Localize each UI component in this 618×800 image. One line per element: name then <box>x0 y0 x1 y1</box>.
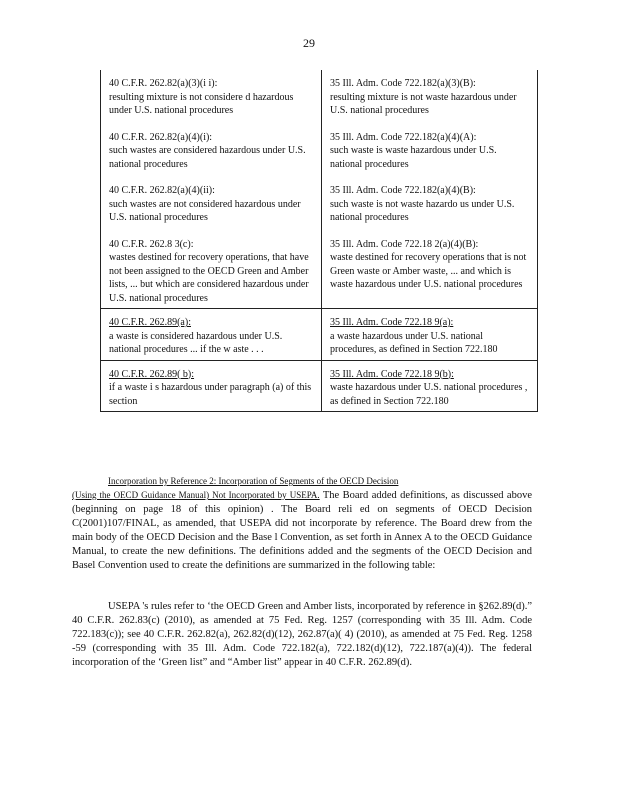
federal-text: such wastes are not considered hazardous under U.S. national procedures <box>109 198 301 223</box>
federal-citation: 40 C.F.R. 262.89(a): <box>109 317 191 328</box>
page-number: 29 <box>303 36 315 50</box>
illinois-citation: 35 Ill. Adm. Code 722.18 9(b): <box>330 368 454 380</box>
table-cell-federal <box>101 70 322 121</box>
table-cell-federal <box>101 309 322 361</box>
table-cell-federal <box>101 174 322 228</box>
federal-text: wastes destined for recovery operations, that have not been assigned to the OECD Green and Amber lists, ... but which are considered hazardous under U.S. national procedures <box>109 252 309 304</box>
section-heading-line-1: Incorporation by Reference 2: Incorporation of Segments of the OECD Decision <box>108 476 399 486</box>
federal-text: if a waste i s hazardous under paragraph (a) of this section <box>109 382 312 407</box>
table-row <box>101 309 538 361</box>
illinois-text: resulting mixture is not waste hazardous under U.S. national procedures <box>330 91 517 116</box>
illinois-text: a waste hazardous under U.S. national procedures, as defined in Section 722.180 <box>330 330 498 355</box>
table-row <box>101 70 538 121</box>
table-cell-federal <box>101 360 322 412</box>
illinois-text: waste destined for recovery operations that is not Green waste or Amber waste, ... and which is waste hazardous under U.S. national procedures <box>330 252 527 290</box>
federal-citation: 40 C.F.R. 262.82(a)(4)(ii): <box>109 185 215 196</box>
body-paragraph-1 <box>72 488 532 573</box>
table-row <box>101 360 538 412</box>
table-row <box>101 121 538 175</box>
table-cell-federal <box>101 228 322 309</box>
table-cell-illinois <box>322 309 538 361</box>
illinois-text: waste hazardous under U.S. national procedures , as defined in Section 722.180 <box>330 382 528 407</box>
section-heading-line-2: (Using the OECD Guidance Manual) Not Incorporated by USEPA. <box>72 490 320 500</box>
federal-text: resulting mixture is not considere d hazardous under U.S. national procedures <box>109 91 294 116</box>
comparison-table <box>100 70 538 412</box>
federal-citation: 40 C.F.R. 262.82(a)(3)(i i): <box>109 78 218 89</box>
federal-citation: 40 C.F.R. 262.89( b): <box>109 368 195 380</box>
illinois-citation: 35 Ill. Adm. Code 722.18 9(a): <box>330 317 454 328</box>
table-cell-illinois <box>322 228 538 309</box>
federal-citation: 40 C.F.R. 262.82(a)(4)(i): <box>109 131 213 143</box>
table-row <box>101 174 538 228</box>
illinois-citation: 35 Ill. Adm. Code 722.18 2(a)(4)(B): <box>330 238 479 250</box>
table-row <box>101 228 538 309</box>
illinois-text: such waste is waste hazardous under U.S. national procedures <box>330 145 497 170</box>
illinois-citation: 35 Ill. Adm. Code 722.182(a)(4)(B): <box>330 185 476 196</box>
federal-citation: 40 C.F.R. 262.8 3(c): <box>109 238 194 250</box>
table-cell-federal <box>101 121 322 175</box>
table-cell-illinois <box>322 360 538 412</box>
paragraph-1-text: The Board added definitions, as discussed above (beginning on page 18 of this opinion) . The Board reli ed on segments of OECD Decision C(2001)107/FINAL, as amended, that USEPA did not incorporate by reference. The Board drew from the main body of the OECD Decision and the Base l Convention, as set forth in Annex A to the OECD Guidance Manual, to create the new definitions. The definitions added and the segments of the OECD Decision and Basel Convention used to create the definitions are summarized in the following table: <box>72 490 533 571</box>
table-cell-illinois <box>322 174 538 228</box>
illinois-citation: 35 Ill. Adm. Code 722.182(a)(3)(B): <box>330 78 476 89</box>
body-paragraph-2: USEPA 's rules refer to ‘the OECD Green and Amber lists, incorporated by reference in §262.89(d).” 40 C.F.R. 262.83(c) (2010), as amended at 75 Fed. Reg. 1257 (corresponding with 35 Ill. Adm. Code 722.183(c)); see 40 C.F.R. 262.82(a), 262.82(d)(12), 262.87(a)( 4) (2010), as amended at 75 Fed. Reg. 1258 -59 (corresponding with 35 Ill. Adm. Code 722.182(a), 722.182(d)(12), 722.187(a)(4)). The federal incorporation of the ‘Green list” and “Amber list” appear in 40 C.F.R. 262.89(d). <box>72 601 532 668</box>
illinois-citation: 35 Ill. Adm. Code 722.182(a)(4)(A): <box>330 131 477 143</box>
table-cell-illinois <box>322 70 538 121</box>
illinois-text: such waste is not waste hazardo us under U.S. national procedures <box>330 198 515 223</box>
table-cell-illinois <box>322 121 538 175</box>
federal-text: a waste is considered hazardous under U.S. national procedures ... if the w aste . . . <box>109 330 283 355</box>
federal-text: such wastes are considered hazardous under U.S. national procedures <box>109 145 306 170</box>
section-heading <box>72 474 540 488</box>
